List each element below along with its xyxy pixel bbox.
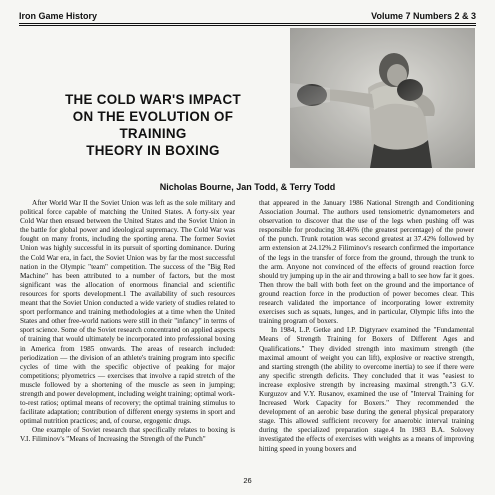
header-rule-thin [19,25,476,26]
header-rule [19,23,476,24]
boxer-photo-illustration [290,28,475,168]
title-line: TRAINING [119,126,187,141]
running-header [19,10,476,22]
title-line: ON THE EVOLUTION OF [72,109,234,124]
issue-label: Volume 7 Numbers 2 & 3 [371,11,476,21]
boxer-photo [290,28,475,168]
journal-name: Iron Game History [19,11,98,21]
body-paragraph: that appeared in the January 1986 National Strength and Conditioning Association Journal. The authors used tensiometric dynamometers and observation to discover that the use of the legs when pushing off was responsible for producing 38.46% (the greatest percentage) of the power of the punch. Trunk rotation was second greatest at 37.42% followed by arm extension at 24.12%.2 Filiminov's research confirmed the importance of the legs in the transfer of force from the ground, through the trunk to the arm. Anyone not convinced of the effects of ground reaction force should try jumping up in the air and throwing a ball to see how far it goes. Then throw the ball with both feet on the ground and the importance of ground reaction force in the production of power becomes clear. This research validated the importance of incorporating lower extremity exercises such as squats, lunges, and in particular, Olympic lifts into the training program of boxers. [259,199,474,326]
body-paragraph: After World War II the Soviet Union was left as the sole military and political force capable of matching the United States. A forty-six year Cold War then ensued between the United States and the Soviet Union in the battle for global power and ideological supremacy. The Cold War was fought on many fronts, including the sporting arena. The former Soviet Union was highly successful in its pursuit of sporting dominance. During the Cold War era, in fact, the Soviet Union was by far the most successful nation in the Olympic "team" competition. The success of the "Big Red Machine" has been attributed to a number of factors, but the most significant was the allocation of enormous financial and scientific resources for sports development.1 The availability of such resources meant that the Soviet Union conducted a wide variety of studies related to sport performance and training methodologies at a time when the United States and other free-world nations were still in their "infancy" in terms of sport science. Some of the Soviet research concentrated on applied aspects of training that would ultimately be incorporated into professional boxing in America from 1985 onwards. The areas of research included: periodization — the division of an athlete's training program into specific cycles of time with the specific objective of peaking for major competitions; plyometrics — exercises that involve a rapid stretch of the muscle followed by a shortening of the muscle as seen in jumping; strength and power development, including weight training; optimal work-to-rest ratios; optimal means of recovery; the optimal training stimulus to facilitate adaptation; contribution of different energy systems in sport and optimal nutrition practices; and, of course, ergogenic drugs. [20,199,235,426]
title-line: THEORY IN BOXING [86,143,220,158]
text-column-left [20,199,235,471]
title-line: THE COLD WAR'S IMPACT [65,92,241,107]
article-title [28,91,278,159]
body-paragraph: One example of Soviet research that specifically relates to boxing is V.I. Filiminov's "Means of Increasing the Strength of the Punch" [20,426,235,444]
text-column-right [259,199,474,471]
byline: Nicholas Bourne, Jan Todd, & Terry Todd [159,182,336,192]
body-paragraph: In 1984, L.P. Getke and I.P. Digtyraev examined the "Fundamental Means of Strength Training for Boxers of Different Ages and Qualifications." They divided strength into maximum strength (the maximal amount of weight you can lift), explosive or reactive strength, and starting strength (the ability to overcome inertia) to see if there were any specific strength deficits. They concluded that it was "easiest to increase explosive strength by increasing maximal strength."3 G.V. Kurguzov and V.Y. Rusanov, examined the use of "Interval Training for Increased Work Capacity for Boxers." They recommended the development of an aerobic base during the general physical preparatory stage. This allowed sufficient recovery for anaerobic interval training during the specialized preparation stage.4 In 1983 B.A. Solovey investigated the effects of exercises with weights as a means of improving hitting speed in young boxers and [259,326,474,453]
page-number: 26 [243,476,252,485]
